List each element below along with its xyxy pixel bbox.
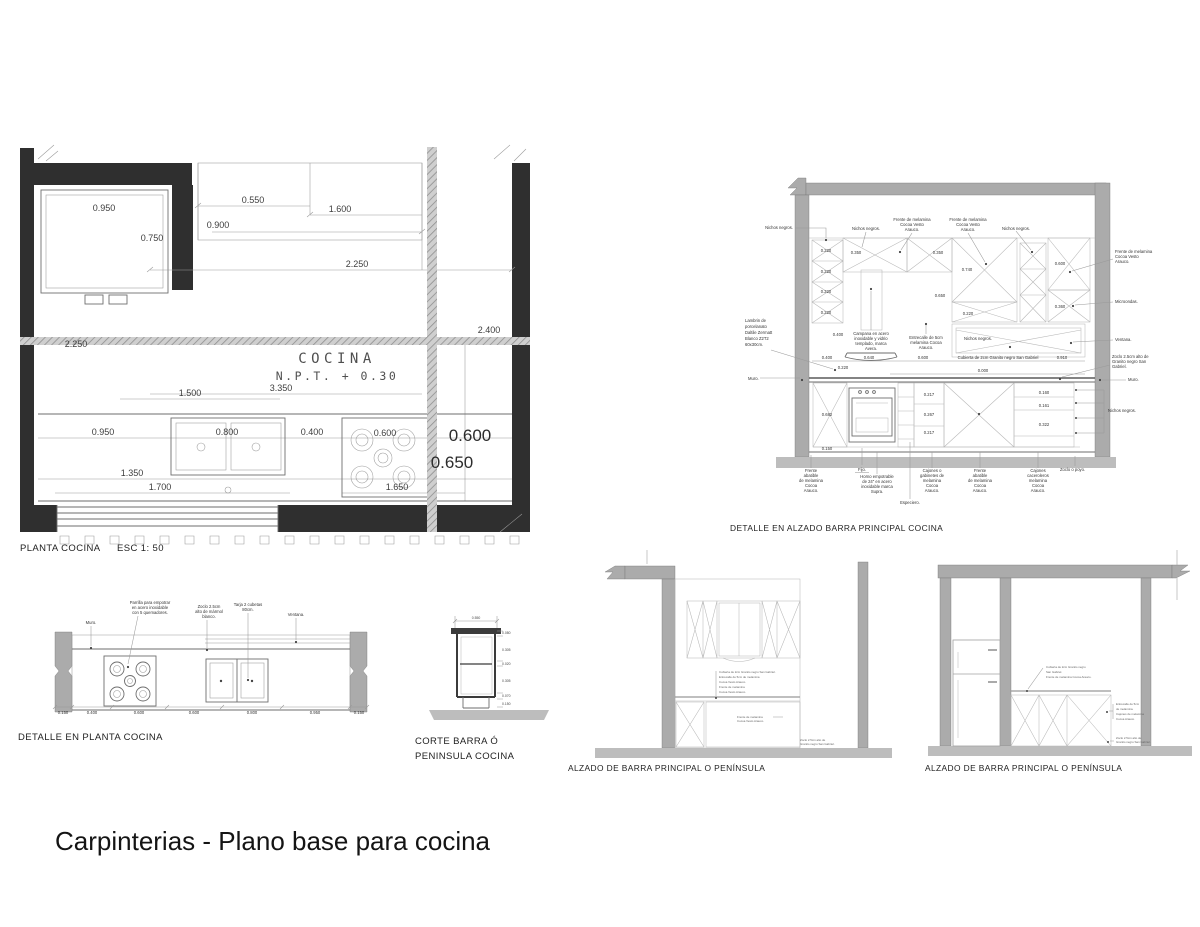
tiny-note: Frente de melamina — [719, 685, 745, 689]
dim-label: 0.217 — [923, 392, 935, 397]
floor — [595, 748, 892, 758]
callout-label: Entrecalle de 5cm — [909, 335, 943, 340]
wall-break-mark — [788, 178, 806, 195]
dim-label: 0.150 — [353, 710, 365, 715]
callout-label: Supra. — [870, 489, 884, 494]
callout-label: Nichos negros. — [1002, 226, 1030, 231]
dim-label: 0.161 — [1038, 403, 1050, 408]
callout-label: Parrilla para empotrar — [129, 600, 171, 605]
oven — [849, 388, 895, 442]
dim-label: 2.250 — [345, 259, 369, 269]
callout-label: Blanco Z2T2 — [745, 336, 769, 341]
callout-label: inoxidable marca — [861, 484, 893, 489]
dim-label-large: 0.650 — [430, 453, 474, 472]
counter-lines — [72, 635, 350, 710]
dim-label: 0.150 — [57, 710, 69, 715]
tiny-note: Cocoa Vesto Arauco. — [737, 719, 764, 723]
appliance-foot — [109, 295, 127, 304]
callout-label: melamina — [1028, 478, 1048, 483]
dim-label: 0.950 — [309, 710, 321, 715]
callout-label: abatible — [803, 473, 819, 478]
wall-stub-right — [350, 632, 367, 712]
callout-label: Arauco. — [960, 227, 976, 232]
dim-label: 0.217 — [923, 430, 935, 435]
callout-label: 80cm. — [242, 607, 254, 612]
dim-label: 0.150 — [821, 446, 833, 451]
callout-label: Campana en acero — [853, 331, 889, 336]
callout-label: Frente — [804, 468, 818, 473]
upper-cabinets-faint — [687, 601, 800, 662]
dim-label: 1.700 — [148, 482, 172, 492]
callout-label: Arauco. — [904, 227, 920, 232]
appliance-foot — [85, 295, 103, 304]
dim-label: 0.322 — [1038, 422, 1050, 427]
dim-label: 0.950 — [91, 427, 115, 437]
callout-label: Gabriel. — [1112, 364, 1127, 369]
dim-label: 0.400 — [86, 710, 98, 715]
callout-label: Cajones o — [922, 468, 942, 473]
callout-label: Cocoa — [925, 483, 939, 488]
tiny-note: Cocoa Arauco. — [1116, 717, 1135, 721]
tiny-note: Zoclo 2.5cm alto de — [1116, 736, 1142, 740]
dim-label: 0.350 — [850, 250, 862, 255]
tiny-note: Granito negro San Gabriel. — [1116, 740, 1151, 744]
dim-label: 0.080 — [502, 631, 511, 635]
callout-label: Zoclo o poyo. — [1060, 467, 1086, 472]
drawing-caption: PLANTA COCINA — [20, 543, 101, 554]
callout-label: Ventana. — [1115, 337, 1132, 342]
bar-section — [415, 616, 549, 762]
plan-wall-stub — [172, 185, 193, 290]
dim-label-large: 0.600 — [448, 426, 492, 445]
callout-label: en acero inoxidable — [131, 605, 169, 610]
callout-label: Fijo. — [858, 467, 866, 472]
plan-wall-right — [512, 163, 530, 532]
dim-label: 0.360 — [1054, 304, 1066, 309]
dim-label: 0.400 — [821, 355, 833, 360]
callout-label: Muro. — [748, 376, 759, 381]
axis-hatch-horizontal — [20, 337, 530, 345]
tiny-note: Entrecalle de 5cm de melamina — [719, 675, 760, 679]
callout-label: Nichos negros. — [964, 336, 992, 341]
sink-detail — [206, 659, 268, 702]
dim-line — [53, 705, 369, 709]
dim-label: 0.305 — [502, 648, 511, 652]
zoclo-section — [463, 697, 489, 708]
cooktop-detail — [104, 656, 156, 706]
tiny-note: San Gabriel. — [1046, 670, 1063, 674]
dim-label: 0.550 — [471, 616, 481, 620]
dim-label: 1.500 — [178, 388, 202, 398]
callout-label: Ventana. — [287, 612, 305, 617]
cabinet-section — [457, 634, 495, 697]
callout-label: alto de mármol — [195, 609, 223, 614]
wall-right — [858, 562, 868, 748]
drain-symbol — [225, 487, 231, 493]
callout-label: Cocoa — [804, 483, 818, 488]
dim-label: 0.000 — [977, 368, 989, 373]
plan-wall-bottom — [278, 505, 530, 532]
callout-label: Zoclo 2.5cm alto de — [1112, 354, 1149, 359]
dim-label: 0.800 — [215, 427, 239, 437]
callout-label: melamina Cocoa — [910, 340, 942, 345]
drawing-caption: ALZADO DE BARRA PRINCIPAL O PENÍNSULA — [925, 763, 1123, 773]
floor-section — [429, 710, 549, 720]
countertop-section — [451, 628, 501, 634]
elev-wall-left — [795, 195, 809, 457]
tiny-note: Entrecalle de 5cm — [1116, 702, 1140, 706]
wall-break-mark — [1172, 565, 1190, 578]
callout-label: Especiero. — [900, 500, 920, 505]
plan-detail — [18, 600, 369, 743]
bar-front — [706, 702, 800, 747]
dim-label: 0.600 — [188, 710, 200, 715]
cabinet-inner — [461, 637, 492, 694]
dim-label: 0.220 — [837, 365, 849, 370]
callout-label: Arauco. — [972, 488, 988, 493]
page-title: Carpinterias - Plano base para cocina — [55, 826, 491, 856]
dim-label: 0.070 — [502, 694, 511, 698]
dim-label: 0.350 — [932, 250, 944, 255]
dim-label: 0.750 — [140, 233, 164, 243]
callout-label: Frente de melamina — [1115, 249, 1153, 254]
callout-label: Nichos negros. — [1108, 408, 1136, 413]
base-cabinets-faint — [1011, 695, 1111, 746]
plan-wall-bottom-left — [20, 505, 57, 532]
callout-label: de 24" en acero — [862, 479, 892, 484]
bottom-callouts — [799, 467, 1085, 505]
room-level: N.P.T. + 0.30 — [275, 369, 399, 383]
dim-label: 0.950 — [92, 203, 116, 213]
dim-label: 0.910 — [1056, 355, 1068, 360]
dim-label: 0.305 — [502, 679, 511, 683]
drawing-caption: DETALLE EN PLANTA COCINA — [18, 732, 163, 743]
dim-label: 0.650 — [934, 293, 946, 298]
callout-label: Nichos negros. — [765, 225, 793, 230]
callout-label: Nichos negros. — [852, 226, 880, 231]
base-cell-x — [676, 702, 704, 747]
tiny-note: Cubierta de 2cm Granito negro San Gabriel. — [719, 670, 776, 674]
elevation-detail — [730, 178, 1153, 533]
dim-label: 0.220 — [820, 310, 832, 315]
dim-label: 0.400 — [300, 427, 324, 437]
callout-label: abatible — [972, 473, 988, 478]
drawing-caption: PENINSULA COCINA — [415, 751, 515, 762]
refrigerator-elevation — [953, 640, 1000, 746]
tiny-note: Zoclo 2.5cm alto de — [800, 738, 826, 742]
dim-label: 1.350 — [120, 468, 144, 478]
callout-label: Arauco. — [1030, 488, 1046, 493]
callout-label: Cocoa Vesto — [900, 222, 924, 227]
callout-label: Daltile Zermatt — [745, 330, 773, 335]
callout-label: Arauco. — [1115, 259, 1130, 264]
drawing-caption: DETALLE EN ALZADO BARRA PRINCIPAL COCINA — [730, 523, 944, 533]
callout-label: con 5 quemadores. — [132, 610, 168, 615]
tiny-note: Cajones de melamina — [1116, 712, 1144, 716]
sheet-title — [55, 826, 491, 856]
callout-label: blanco. — [202, 614, 216, 619]
drawing-caption: ALZADO DE BARRA PRINCIPAL O PENÍNSULA — [568, 763, 766, 773]
wall-right — [1141, 578, 1151, 746]
callout-label: Muro. — [1128, 377, 1139, 382]
leader-lines — [91, 613, 296, 678]
dim-label: 2.250 — [64, 339, 88, 349]
dim-label: 1.650 — [385, 482, 409, 492]
callout-label: Zoclo 2.5cm — [197, 604, 221, 609]
callout-label: Cubierta de 2cm Granito negro San Gabriel — [957, 355, 1039, 360]
callout-label: Arauco. — [918, 345, 934, 350]
callout-label: Tarja 2 cubetas — [233, 602, 263, 607]
dim-label: 0.400 — [832, 332, 844, 337]
dim-label: 0.682 — [821, 412, 833, 417]
dim-label: 0.267 — [923, 412, 935, 417]
wall-stub-left — [55, 632, 72, 712]
tiny-note: Cocoa Vesto Arauco. — [719, 690, 746, 694]
base-cabinets — [813, 383, 1074, 447]
callout-label: Arauco. — [924, 488, 940, 493]
elev-wall-right — [1095, 183, 1110, 457]
dim-label: 0.160 — [1038, 390, 1050, 395]
plan-wall-top — [34, 163, 192, 185]
dim-label: 1.600 — [328, 204, 352, 214]
dim-label: 0.220 — [820, 269, 832, 274]
dim-label: 0.220 — [962, 311, 974, 316]
callout-label: Avera. — [864, 346, 878, 351]
dim-label: 0.900 — [206, 220, 230, 230]
callout-label: Horno empotrable — [860, 474, 894, 479]
beam — [938, 565, 1172, 578]
tiny-note: Frente de melamina — [737, 715, 763, 719]
tiny-note: Cubierta de 2cm Granito negro — [1046, 665, 1086, 669]
spice-rack — [898, 383, 914, 447]
dim-label: 0.600 — [133, 710, 145, 715]
tiny-note: Frente de melamina Cocoa Arauco. — [1046, 675, 1092, 679]
callout-label: inoxidable y vidrio — [854, 336, 888, 341]
callout-label: Cocoa — [1031, 483, 1045, 488]
beam — [625, 566, 675, 579]
callout-label: porcelanato — [745, 324, 767, 329]
callout-label: templado, marca — [855, 341, 887, 346]
drawing-scale: ESC 1: 50 — [117, 543, 164, 554]
dim-label: 0.800 — [246, 710, 258, 715]
dim-chain-lines-bottom — [38, 394, 512, 493]
wall-break-mark — [605, 566, 625, 579]
callout-label: Frente — [973, 468, 987, 473]
callout-label: Muro. — [85, 620, 97, 625]
callout-label: Frente de melamina — [893, 217, 931, 222]
callout-label: de melamina — [968, 478, 992, 483]
callout-label: Microondas. — [1115, 299, 1138, 304]
callout-label: gabinetes de — [920, 473, 944, 478]
drawing-caption: CORTE BARRA Ó — [415, 736, 499, 747]
elev-beam — [806, 183, 1106, 195]
dim-label: 0.220 — [820, 248, 832, 253]
dim-label: 0.600 — [917, 355, 929, 360]
dim-label: 0.740 — [961, 267, 973, 272]
dim-label: 0.020 — [502, 662, 511, 666]
callout-label: Cocoa Vesto — [1115, 254, 1139, 259]
callout-label: Arauco. — [803, 488, 819, 493]
callout-label: Lambrin de — [745, 318, 766, 323]
peninsula-elevation-left — [568, 550, 892, 773]
peninsula-elevation-right — [925, 550, 1192, 773]
dim-label: 0.600 — [373, 428, 397, 438]
floor — [928, 746, 1192, 756]
dim-label: 0.150 — [502, 702, 511, 706]
callout-label: Frente de melamina — [949, 217, 987, 222]
room-name: COCINA — [298, 351, 376, 367]
callout-label: melamina — [922, 478, 942, 483]
counter-edges — [72, 649, 350, 710]
callout-label: Cocoa Vesto — [956, 222, 980, 227]
callout-label: Granito negro San — [1112, 359, 1147, 364]
dim-label: 3.350 — [269, 383, 293, 393]
dim-label: 0.600 — [1054, 261, 1066, 266]
callout-label: Cocoa — [973, 483, 987, 488]
plan-window-lines — [57, 505, 278, 532]
wall-mid — [1000, 578, 1011, 746]
callout-label: 60x30cm. — [745, 342, 764, 347]
dim-label: 0.640 — [863, 355, 875, 360]
tiny-note: de melamina. — [1116, 707, 1134, 711]
dim-label: 0.220 — [820, 289, 832, 294]
callout-label: de melamina — [799, 478, 823, 483]
tiny-note: Granito negro San Gabriel. — [800, 742, 835, 746]
callout-label: caceroleros — [1027, 473, 1049, 478]
wall-left — [940, 578, 951, 746]
callout-label: Cajones — [1030, 468, 1046, 473]
wall-left — [662, 579, 675, 748]
dim-label: 0.550 — [241, 195, 265, 205]
dim-label: 2.400 — [477, 325, 501, 335]
tiny-note: Cocoa Vesto Arauco. — [719, 680, 746, 684]
floor-plan — [20, 145, 530, 554]
